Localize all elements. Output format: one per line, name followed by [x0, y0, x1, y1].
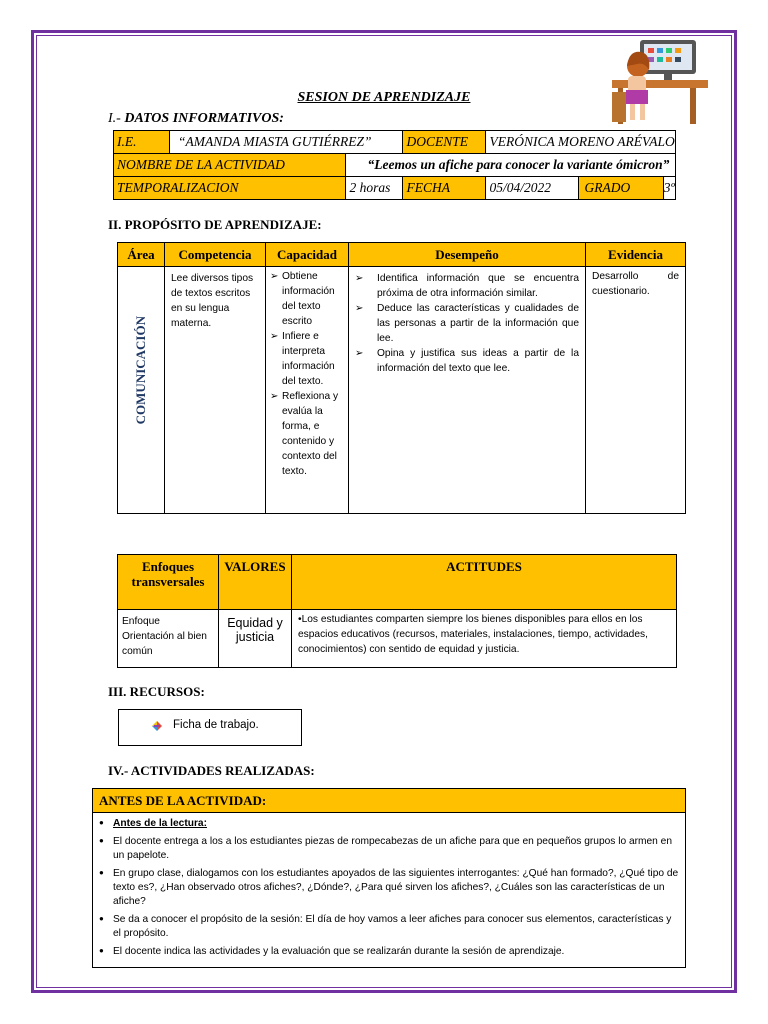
docente-value: VERÓNICA MORENO ARÉVALO — [485, 131, 676, 154]
colored-arrow-bullet-icon — [151, 720, 163, 732]
antes-subheading-text: Antes de la lectura: — [113, 818, 207, 829]
section-title: DATOS INFORMATIVOS: — [124, 111, 284, 126]
enfoques-table — [117, 554, 677, 668]
antes-list — [95, 835, 679, 959]
capacidad-item — [270, 269, 344, 329]
capacidad-item — [270, 329, 344, 389]
section-proposito-heading: II. PROPÓSITO DE APRENDIZAJE: — [108, 217, 322, 232]
desempeno-item — [355, 301, 579, 346]
ie-value: “AMANDA MIASTA GUTIÉRREZ” — [170, 131, 403, 154]
list-item: ● Se da a conocer el propósito de la sesión: El día de hoy vamos a leer afiches para conocer sus elementos, características y el propósito. — [95, 913, 679, 941]
evidencia-text: Desarrollo de cuestionario. — [586, 267, 686, 514]
section-recursos-heading: III. RECURSOS: — [108, 684, 205, 699]
temporalizacion-value: 2 horas — [345, 177, 402, 200]
desempeno-cell — [349, 267, 586, 514]
desempeno-item — [355, 271, 579, 301]
actividad-value: “Leemos un afiche para conocer la variante ómicron” — [345, 154, 676, 177]
section-datos-heading — [108, 111, 284, 127]
capacidad-text: Infiere e interpreta información del texto. — [282, 331, 335, 387]
list-item: ● El docente indica las actividades y la evaluación que se realizarán durante la sesión de aprendizaje. — [95, 945, 679, 959]
desempeno-text: Deduce las características y cualidades de las personas a partir de la información que lee. — [377, 303, 579, 344]
docente-label: DOCENTE — [402, 131, 485, 154]
header-desempeno: Desempeño — [349, 243, 586, 267]
temporalizacion-label: TEMPORALIZACION — [114, 177, 346, 200]
datos-table — [113, 130, 676, 200]
header-area: Área — [118, 243, 165, 267]
recurso-item: Ficha de trabajo. — [173, 719, 259, 731]
desempeno-text: Identifica información que se encuentra próxima de otra información similar. — [377, 273, 579, 299]
capacidad-cell — [266, 267, 349, 514]
arrow-bullet-icon: ➢ — [270, 391, 279, 402]
actitud-text: •Los estudiantes comparten siempre los bienes disponibles para ellos en los espacios educativos (recursos, materiales, instalaciones, tiempo, actividades, conocimientos) con sentido de equidad y justicia. — [292, 610, 677, 668]
capacidad-text: Obtiene información del texto escrito — [282, 271, 335, 327]
list-item: ● En grupo clase, dialogamos con los estudiantes apoyados de las siguientes interrogantes: ¿Qué han formado?, ¿Qué tipo de texto es?, ¿Han observado otros afiches?, ¿Dónde?, ¿Para qué sirven los afiches?, ¿Cuáles son las características de un afiche? — [95, 867, 679, 909]
recursos-box — [118, 709, 302, 746]
arrow-bullet-icon: ➢ — [355, 303, 364, 314]
list-item: ● El docente entrega a los a los estudiantes piezas de rompecabezas de un afiche para que en pequeños grupos lo armen en un papelote. — [95, 835, 679, 863]
header-enfoques: Enfoques transversales — [118, 555, 219, 610]
arrow-bullet-icon: ➢ — [270, 271, 279, 282]
actividad-label: NOMBRE DE LA ACTIVIDAD — [114, 154, 346, 177]
header-competencia: Competencia — [165, 243, 266, 267]
page-title: SESION DE APRENDIZAJE — [297, 90, 471, 105]
desempeno-text: Opina y justifica sus ideas a partir de la información del texto que lee. — [377, 348, 579, 374]
competencia-text: Lee diversos tipos de textos escritos en su lengua materna. — [165, 267, 266, 514]
desempeno-item — [355, 346, 579, 376]
antes-content — [93, 813, 685, 959]
area-text: COMUNICACIÓN — [133, 315, 148, 425]
valor-text: Equidad y justicia — [219, 610, 292, 668]
student-at-computer-illustration — [610, 36, 710, 126]
bullet-icon: ● — [99, 818, 104, 827]
arrow-bullet-icon: ➢ — [270, 331, 279, 342]
section-number: I.- — [108, 111, 121, 126]
grado-value: 3º — [663, 177, 676, 200]
capacidad-text: Reflexiona y evalúa la forma, e contenido y contexto del texto. — [282, 391, 339, 477]
header-actitudes: ACTITUDES — [292, 555, 677, 610]
ie-label: I.E. — [114, 131, 170, 154]
header-capacidad: Capacidad — [266, 243, 349, 267]
section-actividades-heading: IV.- ACTIVIDADES REALIZADAS: — [108, 763, 315, 778]
antes-header: ANTES DE LA ACTIVIDAD: — [93, 789, 685, 813]
fecha-value: 05/04/2022 — [485, 177, 578, 200]
header-evidencia: Evidencia — [586, 243, 686, 267]
header-valores: VALORES — [219, 555, 292, 610]
arrow-bullet-icon: ➢ — [355, 348, 364, 359]
area-cell — [118, 267, 165, 514]
fecha-label: FECHA — [402, 177, 485, 200]
arrow-bullet-icon: ➢ — [355, 273, 364, 284]
antes-actividad-box — [92, 788, 686, 968]
capacidad-item — [270, 389, 344, 479]
enfoque-text: Enfoque Orientación al bien común — [118, 610, 219, 668]
grado-label: GRADO — [578, 177, 663, 200]
proposito-table — [117, 242, 686, 514]
antes-subheading — [95, 817, 679, 831]
